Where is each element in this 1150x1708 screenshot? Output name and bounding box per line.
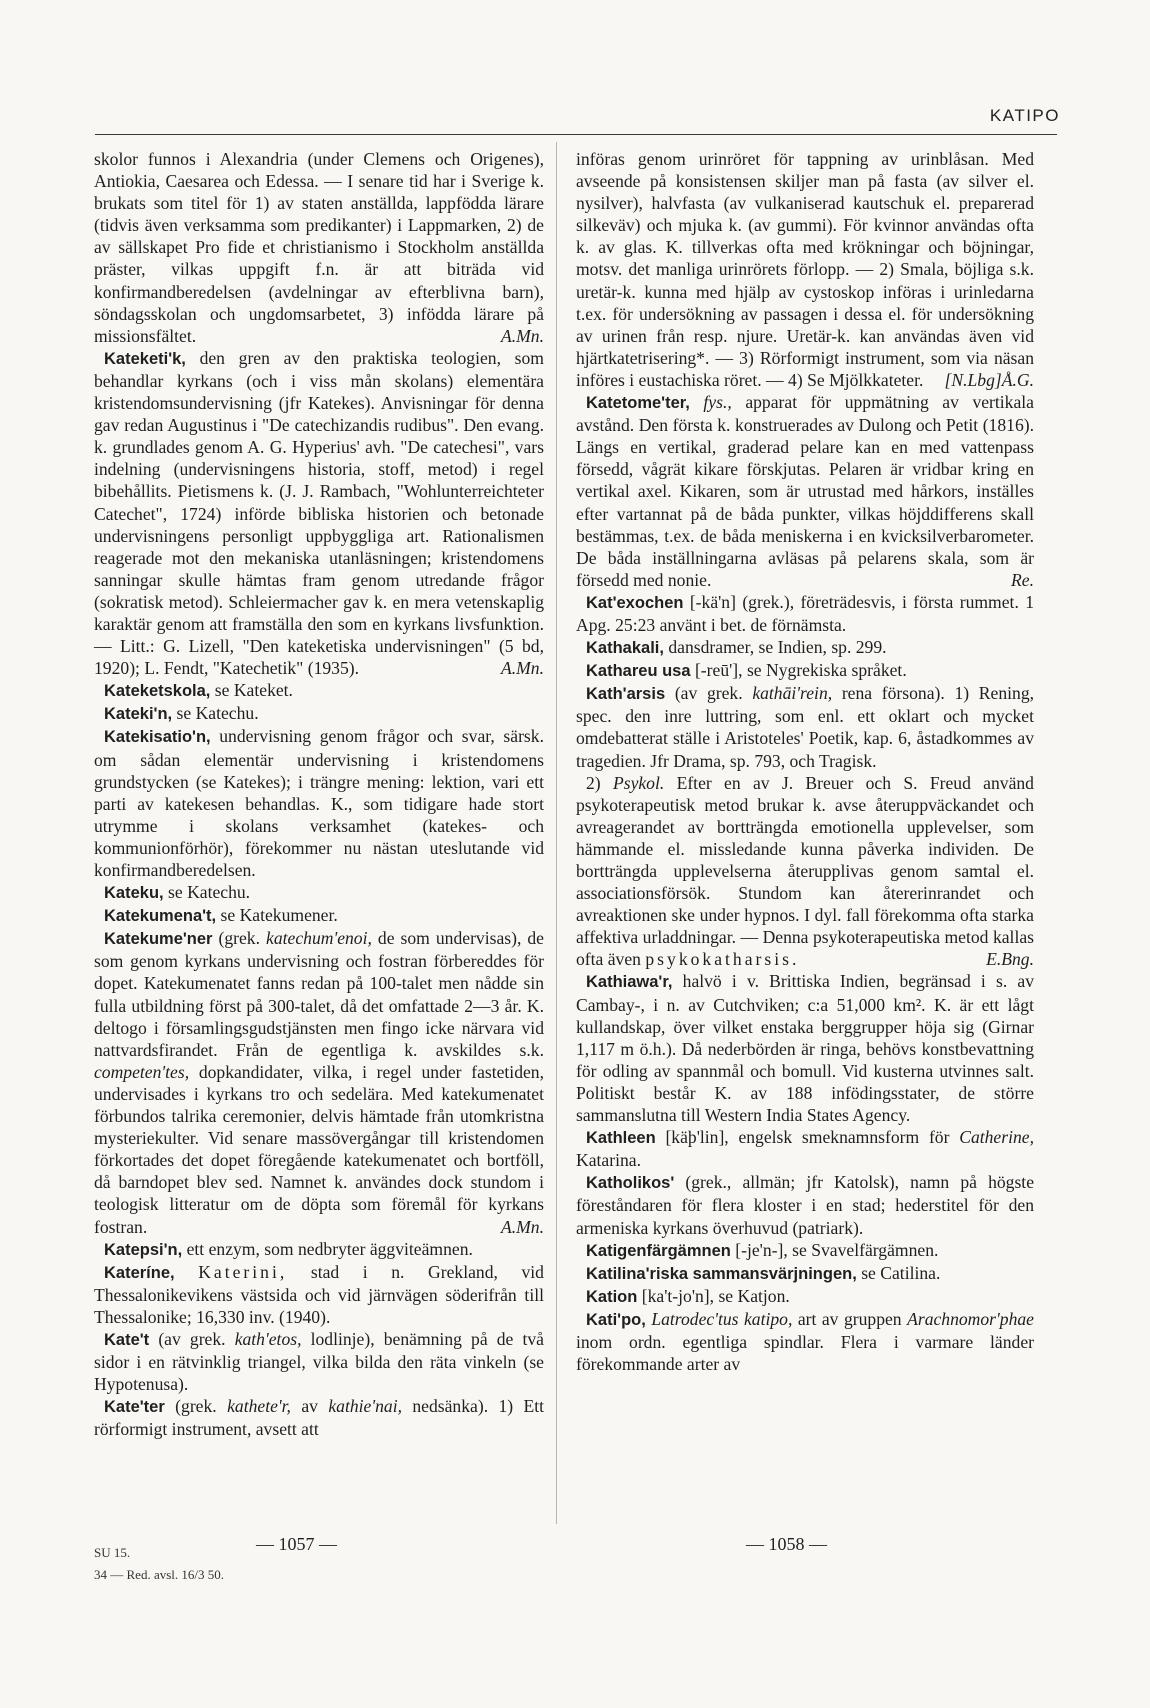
entry-katepsin: Katepsi'n, ett enzym, som nedbryter äggviteämnen. [104,1238,473,1259]
headword: Kathleen [586,1129,656,1148]
headword: Katholikos' [586,1174,675,1193]
signature-mark: SU 15. [94,1545,131,1560]
entry-katigenfargamnen: Katigenfärgämnen [-je'n-], se Svavelfärgämnen. [586,1239,939,1260]
entry-katilinariska: Katilina'riska sammansvärjningen, se Catilina. [586,1262,941,1283]
entry-katipo: Kati'po, Latrodec'tus katipo, art av gruppen Arachnomor'phae inom ordn. egentliga spindlar. Flera i varmare länder förekommande arter av [576,1308,1034,1375]
page-number-right: — 1058 — [746,1534,827,1554]
headword: Katilina'riska sammansvärjningen, [586,1264,857,1283]
author-signature: A.Mn. [501,658,544,679]
headword: Kathiawa'r, [586,973,673,992]
headword: Kateku, [104,884,164,903]
entry-kathiawar: Kathiawa'r, halvö i v. Brittiska Indien, begränsad i s. av Cambay-, i n. av Cutchviken; c:a 51,000 km². K. är ett lågt kullandskap, över vilket enstaka berggrupper höja sig (Girnar 1,117 m ö.h.). Då nederbörden är ringa, behövs konstbevattning för odling av spannmål och bomull. Vid kusterna utvinnes salt. Politiskt består K. av 188 infödingsstater, de större sammanslutna till Western India States Agency. [576,971,1034,1126]
headword: Kate'ter [104,1398,165,1417]
headword: Katekume'ner [104,930,213,949]
headword: Katekisatio'n, [104,728,211,747]
running-head: KATIPO [989,106,1060,125]
headword: Kateketi'k, [104,349,186,368]
entry-katekin: Kateki'n, se Katechu. [104,703,259,724]
entry-kation: Kation [ka't-jo'n], se Katjon. [586,1285,790,1306]
headword: Kateketskola, [104,682,211,701]
entry-kateketskola: Kateketskola, se Kateket. [104,680,293,701]
entry-kathakali: Kathakali, dansdramer, se Indien, sp. 299. [586,637,887,658]
left-column [94,148,544,1440]
headword: Kathareu usa [586,662,691,681]
entry-kateketik: Kateketi'k, den gren av den praktiska teologien, som behandlar kyrkans (och i viss mån skolans) elementära kristendomsundervisning (jfr Katekes). Anvisningar för denna gav redan Augustinus i "De catechizandis rudibus". Den evang. k. grundlades genom A. G. Hyperius' avh. "De catechesi", vars indelning (undervisningens historia, stoff, metod) i regel bibehållits. Pietismens k. (J. J. Rambach, "Wohlunterreichteter Catechet", 1724) införde bibliska historien och betonade undervisningens personligt uppbyggliga art. Rationalismen reagerade mot den mekaniska utanläsningen; kristendomens sanningar skulle hämtas fram genom utredande frågor (sokratisk metod). Schleiermacher gav k. en mera vetenskaplig karaktär genom att framställa den som en kyrkans livsfunktion. — Litt.: G. Lizell, "Den kateketiska undervisningen" (5 bd, 1920); L. Fendt, "Katechetik" (1935). A.Mn. [94,347,544,679]
headword: Kateki'n, [104,705,173,724]
headword: Kati'po, [586,1310,646,1329]
headword: Katetome'ter, [586,394,690,413]
entry-katerine: Kateríne, Katerini, stad i n. Grekland, vid Thessalonikevikens västsida och vid järnvägen söderifrån till Thessalonike; 16,330 inv. (1940). [94,1261,544,1327]
entry-katekumenat: Katekumena't, se Katekumener. [104,905,338,926]
author-signature: A.Mn. [501,1216,544,1237]
entry-katholikos: Katholikos' (grek., allmän; jfr Katolsk), namn på högste föreståndaren för flera kloster i en stad; hederstitel för den armeniska kyrkans överhuvud (patriark). [576,1172,1034,1238]
entry-kateter: Kate'ter (grek. kathete'r, av kathie'nai, nedsänka). 1) Ett rörformigt instrument, avsett att [94,1396,545,1440]
headword: Katigenfärgämnen [586,1241,731,1260]
page-number-left: — 1057 — [256,1534,337,1554]
headword: Katepsi'n, [104,1240,183,1259]
author-signature: E.Bng. [986,949,1034,970]
author-signature: Re. [1011,569,1034,590]
right-column [576,148,1034,1375]
printer-footer [94,1542,224,1586]
entry-katharsis: Kath'arsis (av grek. kathāi'rein, rena försona). 1) Rening, spec. den inre luttring, som enl. ett oklart och mycket omdebatterat ställe i Aristoteles' Poetik, kap. 6, åstadkommes av tragedien. Jfr Drama, sp. 793, och Tragisk. [576,683,1035,771]
headword: Kathakali, [586,639,664,658]
entry-kathareuusa: Kathareu usa [-reū'], se Nygrekiska språket. [586,660,907,681]
author-signature: [N.Lbg]Å.G. [944,369,1034,390]
entry-katharsis-psykol: 2) Psykol. Efter en av J. Breuer och S. Freud använd psykoterapeutisk metod brukar k. avse återuppväckandet och avreagerandet av bortträngda emotionella upplevelser, som hämmande el. missledande kunna påverka individen. De bortträngda upplevelserna återupplivas genom samtal el. associationsförsök. Stundom kan återerinrandet och avreaktionen ske under hypnos. I dyl. fall förekomma ofta starka affektiva urladdningar. — Denna psykoterapeutiska metod kallas ofta även psykokatharsis. E.Bng. [576,772,1034,970]
headword: Kath'arsis [586,685,666,704]
entry-katetometer: Katetome'ter, fys., apparat för uppmätning av vertikala avstånd. Den första k. konstruerades av Dulong och Petit (1816). Längs en vertikal, graderad pelare kan en med vattenpass försedd, vågrät kikare förskjutas. Pelaren är vridbar kring en vertikal axel. Kikaren, som är utrustad med hårkors, inställes efter vartannat på de båda punkter, vilkas höjddifferens skall bestämmas, t.ex. de båda meniskerna i en kvicksilverbarometer. De båda inställningarna avläsas på pelarens skala, som är försedd med nonie. Re. [576,392,1034,590]
headword: Kat'exochen [586,593,684,612]
entry-kathleen: Kathleen [käþ'lin], engelsk smeknamnsform för Catherine, Katarina. [576,1127,1034,1171]
print-note: 34 — Red. avsl. 16/3 50. [94,1567,224,1582]
entry-katekisation: Katekisatio'n, undervisning genom frågor och svar, särsk. om sådan elementär undervisning i kristendomens grundstycken (se Katekes); i trängre mening: lektion, vari ett parti av katekesen behandlas. K., som tidigare hade stort utrymme i skolans verksamhet (katekes- och kommunionförhör), förekommer nu nästan uteslutande vid konfirmandberedelsen. [94,726,544,880]
entry-katet: Kate't (av grek. kath'etos, lodlinje), benämning på de två sidor i en rätvinklig triangel, vilka bilda den räta vinkeln (se Hypotenusa). [94,1328,544,1395]
headword: Katekumena't, [104,907,217,926]
entry-katekumener: Katekume'ner (grek. katechum'enoi, de som undervisas), de som genom kyrkans undervisning och fostran förbereddes för dopet. Katekumenatet fanns redan på 100-talet men nådde sin fulla utbildning först på 300-talet, då det omfattade 2—3 år. K. deltogo i församlingsgudstjänsten men fingo icke närvara vid nattvardsfirandet. Från de egentliga k. avskildes s.k. competen'tes, dopkandidater, vilka, i regel under fastetiden, undervisades i kyrkans tro och sedelära. Med katekumenatet förbundos talrika ceremonier, delvis hämtade från utomkristna mysteriekulter. Vid senare massövergångar till kristendomen förkortades det dopet föregående katekumenatet och bortföll, då barndopet blev sed. Namnet k. användes dock stundom i teologisk litteratur om de döpta som föremål för kyrkans fostran. A.Mn. [94,928,544,1237]
column-divider [556,142,557,1524]
headword: Kation [586,1287,638,1306]
entry-kateter-continued: införas genom urinröret för tappning av urinblåsan. Med avseende på konsistensen skiljer man på fasta (av silver el. nysilver), halvfasta (av vulkaniserad kautschuk el. preparerad silkeväv) och mjuka k. (av gummi). För kvinnor användas ofta k. av glas. K. tillverkas ofta med krökningar och böjningar, motsv. det manliga urinrörets förlopp. — 2) Smala, böjliga s.k. uretär-k. kunna med hjälp av cystoskop införas i urinledarna t.ex. för undersökning av passagen i dessa el. för undersökning av urinen från resp. njure. Uretär-k. kan användas även vid hjärtkatetrisering*. — 3) Rörformigt instrument, som via näsan införes i eustachiska röret. — 4) Se Mjölkkateter. [N.Lbg]Å.G. [576,149,1034,390]
headword: Kate't [104,1330,150,1349]
headword: Kateríne, [104,1263,175,1282]
header-rule [95,134,1057,135]
entry-kateku: Kateku, se Katechu. [104,882,251,903]
author-signature: A.Mn. [501,325,544,346]
entry-kateket-continued: skolor funnos i Alexandria (under Clemens och Origenes), Antiokia, Caesarea och Edessa. — I senare tid har i Sverige k. brukats som titel för 1) av staten anställda, lappfödda lärare (tidvis även verksamma som predikanter) i Lappmarken, 2) de av sällskapet Pro fide et christianismo i Stockholm anställda präster, vilkas uppgift f.n. är att biträda vid konfirmandberedelsen (avdelningar av efterblivna barn), söndagsskolan och ungdomsarbetet, 3) infödda lärare på missionsfältet. A.Mn. [94,149,544,346]
entry-katexochen: Kat'exochen [-kä'n] (grek.), företrädesvis, i första rummet. 1 Apg. 25:23 använt i bet. de förnämsta. [576,591,1034,635]
